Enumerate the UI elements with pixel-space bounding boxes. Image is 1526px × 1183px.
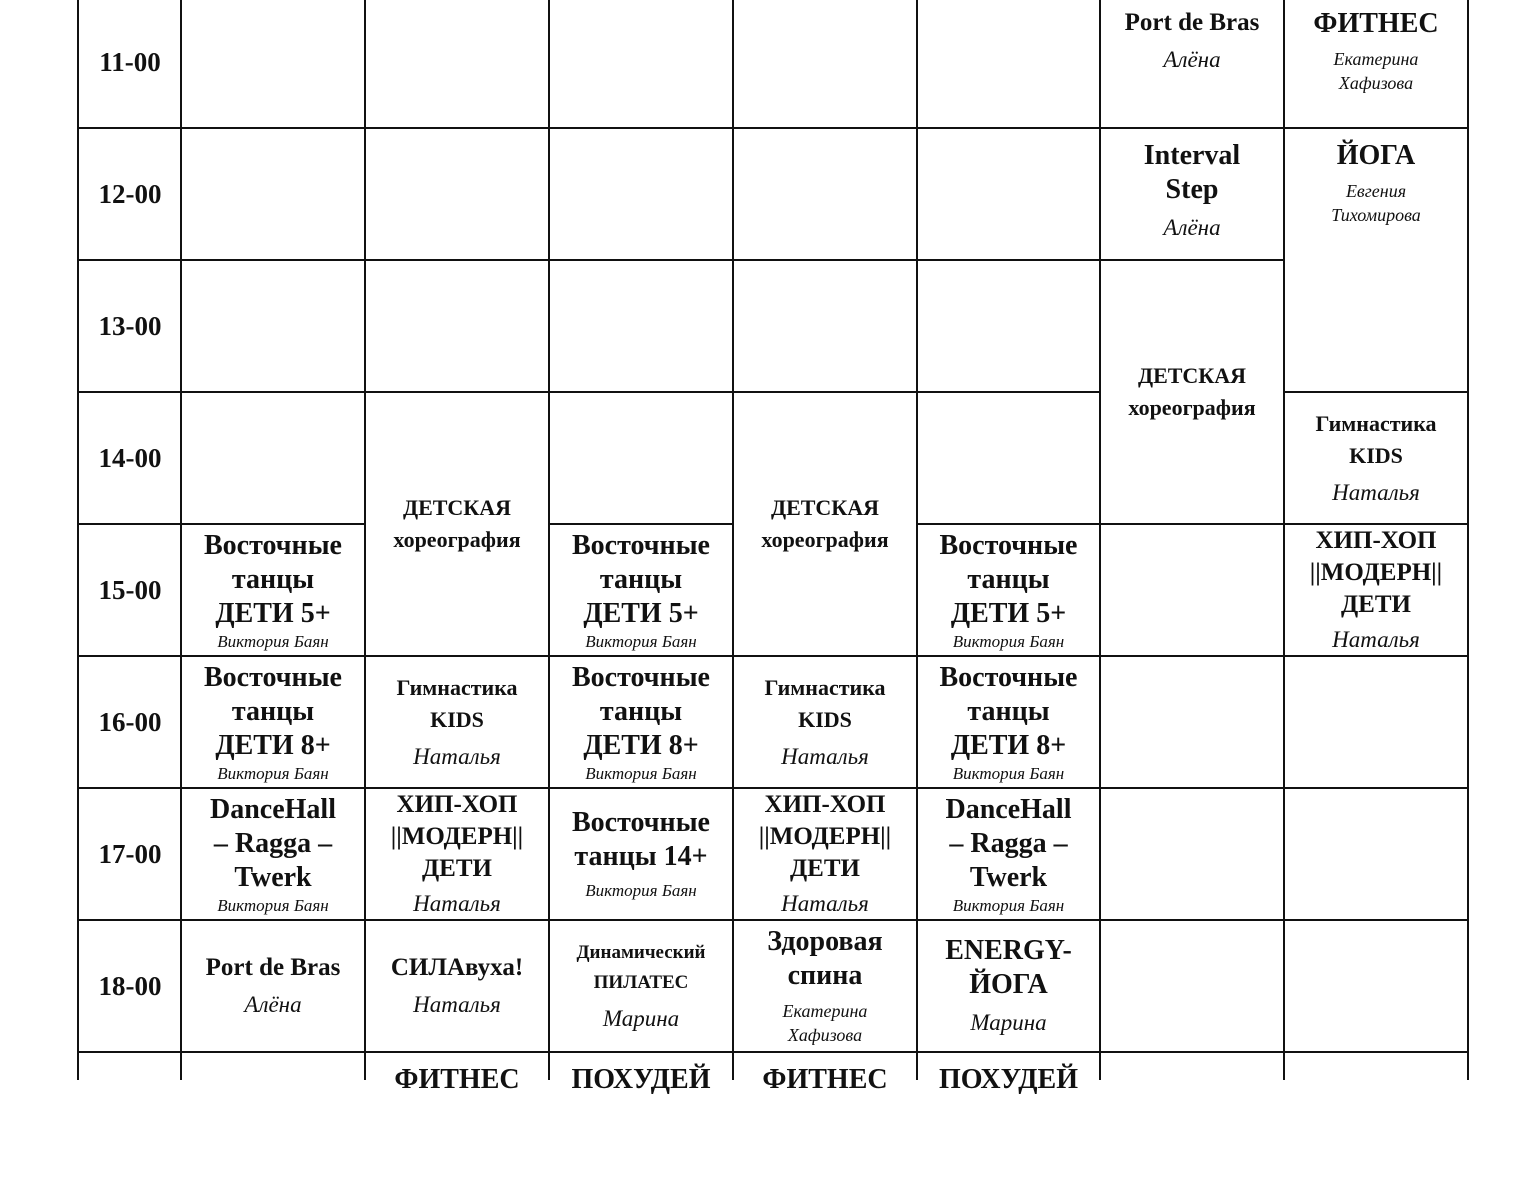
grid-line-horizontal <box>180 391 366 393</box>
class-title: Port de Bras <box>1124 9 1260 36</box>
class-title: Динамический ПИЛАТЕС <box>576 942 706 993</box>
class-title: ХИП-ХОП ||МОДЕРН|| ДЕТИ <box>390 791 524 882</box>
grid-line-horizontal <box>1283 919 1469 921</box>
class-title: DanceHall – Ragga – Twerk <box>945 794 1072 893</box>
grid-line-horizontal <box>1283 787 1469 789</box>
class-title: Восточные танцы 14+ <box>572 807 710 872</box>
class-title: Восточные танцы ДЕТИ 8+ <box>939 662 1078 761</box>
instructor-name: Наталья <box>413 891 501 916</box>
class-cell <box>918 657 1099 787</box>
class-title: Здоровая спина <box>767 926 883 991</box>
grid-line-horizontal <box>1283 655 1469 657</box>
grid-line-horizontal <box>364 127 550 129</box>
instructor-name: Наталья <box>413 744 501 769</box>
grid-line-horizontal <box>1099 655 1285 657</box>
instructor-name: Виктория Баян <box>952 764 1065 783</box>
grid-line-horizontal <box>180 259 366 261</box>
instructor-name: Наталья <box>781 891 869 916</box>
class-title: ПОХУДЕЙ <box>938 1064 1079 1095</box>
class-title: ФИТНЕС <box>1313 8 1439 39</box>
class-cell <box>734 921 916 1051</box>
class-cell <box>1101 129 1283 259</box>
grid-line-horizontal <box>1099 787 1285 789</box>
grid-line-horizontal <box>77 523 182 525</box>
instructor-name: Евгения Тихомирова <box>1331 181 1421 225</box>
instructor-name: Екатерина Хафизова <box>782 1001 868 1045</box>
class-title: DanceHall – Ragga – Twerk <box>210 794 336 893</box>
grid-line-horizontal <box>1099 919 1285 921</box>
grid-line-horizontal <box>77 787 182 789</box>
instructor-name: Марина <box>970 1010 1047 1035</box>
class-cell <box>550 1053 732 1183</box>
class-cell <box>918 1053 1099 1183</box>
class-cell <box>1285 393 1467 523</box>
class-cell <box>182 657 364 787</box>
class-title: ПОХУДЕЙ <box>571 1064 711 1095</box>
class-title: Port de Bras <box>205 954 341 981</box>
class-cell <box>1285 129 1467 391</box>
grid-line-horizontal <box>180 1051 366 1053</box>
grid-line-horizontal <box>548 391 734 393</box>
instructor-name: Виктория Баян <box>952 632 1065 651</box>
grid-line-horizontal <box>916 127 1101 129</box>
class-cell <box>550 525 732 655</box>
class-title: Восточные танцы ДЕТИ 5+ <box>572 530 710 629</box>
time-label: 16-00 <box>98 706 162 737</box>
class-title: СИЛАвуха! <box>390 954 524 981</box>
instructor-name: Алёна <box>1163 215 1221 240</box>
grid-line-horizontal <box>732 259 918 261</box>
grid-line-horizontal <box>1283 1051 1469 1053</box>
class-cell <box>550 789 732 919</box>
instructor-name: Алёна <box>244 992 302 1017</box>
instructor-name: Алёна <box>1163 47 1221 72</box>
class-title: ENERGY- ЙОГА <box>945 935 1072 1000</box>
class-cell <box>734 789 916 919</box>
class-title: Восточные танцы ДЕТИ 8+ <box>572 662 710 761</box>
class-cell <box>366 657 548 787</box>
instructor-name: Виктория Баян <box>585 632 697 651</box>
grid-line-horizontal <box>1099 1051 1285 1053</box>
instructor-name: Виктория Баян <box>217 896 329 915</box>
class-cell <box>366 789 548 919</box>
class-title: ДЕТСКАЯ хореография <box>393 495 521 552</box>
grid-line-horizontal <box>548 259 734 261</box>
grid-line-vertical <box>1467 0 1469 1080</box>
instructor-name: Наталья <box>781 744 869 769</box>
class-cell <box>734 393 916 655</box>
instructor-name: Наталья <box>1332 480 1420 505</box>
class-title: Гимнастика KIDS <box>396 675 518 732</box>
instructor-name: Виктория Баян <box>217 632 329 651</box>
grid-line-horizontal <box>77 391 182 393</box>
class-cell <box>366 921 548 1051</box>
class-title: Interval Step <box>1143 140 1241 205</box>
class-cell <box>1101 261 1283 523</box>
instructor-name: Марина <box>602 1006 680 1031</box>
instructor-name: Виктория Баян <box>585 881 697 900</box>
grid-line-horizontal <box>548 127 734 129</box>
time-label: 14-00 <box>98 442 162 473</box>
grid-line-horizontal <box>1099 523 1285 525</box>
class-title: ХИП-ХОП ||МОДЕРН|| ДЕТИ <box>1309 527 1443 618</box>
class-cell <box>550 921 732 1051</box>
instructor-name: Наталья <box>1332 627 1420 652</box>
class-title: ХИП-ХОП ||МОДЕРН|| ДЕТИ <box>758 791 892 882</box>
instructor-name: Виктория Баян <box>217 764 329 783</box>
grid-line-horizontal <box>180 127 366 129</box>
grid-line-horizontal <box>77 919 182 921</box>
class-cell <box>1101 0 1283 127</box>
grid-line-horizontal <box>732 127 918 129</box>
instructor-name: Екатерина Хафизова <box>1333 49 1419 93</box>
class-cell <box>550 657 732 787</box>
grid-line-horizontal <box>77 259 182 261</box>
class-title: Восточные танцы ДЕТИ 5+ <box>939 530 1078 629</box>
grid-line-horizontal <box>77 655 182 657</box>
time-label: 18-00 <box>98 970 162 1001</box>
class-cell <box>918 525 1099 655</box>
grid-line-horizontal <box>916 391 1101 393</box>
instructor-name: Виктория Баян <box>952 896 1065 915</box>
class-title: Гимнастика KIDS <box>1315 411 1437 468</box>
time-label: 12-00 <box>98 178 162 209</box>
grid-line-vertical <box>77 0 79 1080</box>
time-label: 17-00 <box>98 838 162 869</box>
class-cell <box>734 1053 916 1183</box>
class-title: ЙОГА <box>1336 140 1416 171</box>
grid-line-horizontal <box>77 1051 182 1053</box>
class-title: ФИТНЕС <box>762 1064 888 1095</box>
time-label: 13-00 <box>98 310 162 341</box>
class-cell <box>734 657 916 787</box>
grid-line-horizontal <box>916 259 1101 261</box>
class-cell <box>918 921 1099 1051</box>
time-label: 15-00 <box>98 574 162 605</box>
class-cell <box>182 525 364 655</box>
class-cell <box>366 393 548 655</box>
class-cell <box>182 921 364 1051</box>
instructor-name: Виктория Баян <box>585 764 697 783</box>
class-cell <box>918 789 1099 919</box>
grid-line-horizontal <box>77 127 182 129</box>
class-cell <box>182 789 364 919</box>
class-cell <box>366 1053 548 1183</box>
instructor-name: Наталья <box>413 992 501 1017</box>
class-title: Восточные танцы ДЕТИ 8+ <box>204 662 342 761</box>
class-title: ДЕТСКАЯ хореография <box>1128 363 1256 420</box>
class-cell <box>1285 0 1467 127</box>
class-title: Восточные танцы ДЕТИ 5+ <box>204 530 342 629</box>
class-cell <box>1285 525 1467 655</box>
class-title: Гимнастика KIDS <box>764 675 886 732</box>
time-label: 11-00 <box>99 46 161 77</box>
class-title: ДЕТСКАЯ хореография <box>761 495 889 552</box>
class-title: ФИТНЕС <box>394 1064 520 1095</box>
grid-line-horizontal <box>364 259 550 261</box>
